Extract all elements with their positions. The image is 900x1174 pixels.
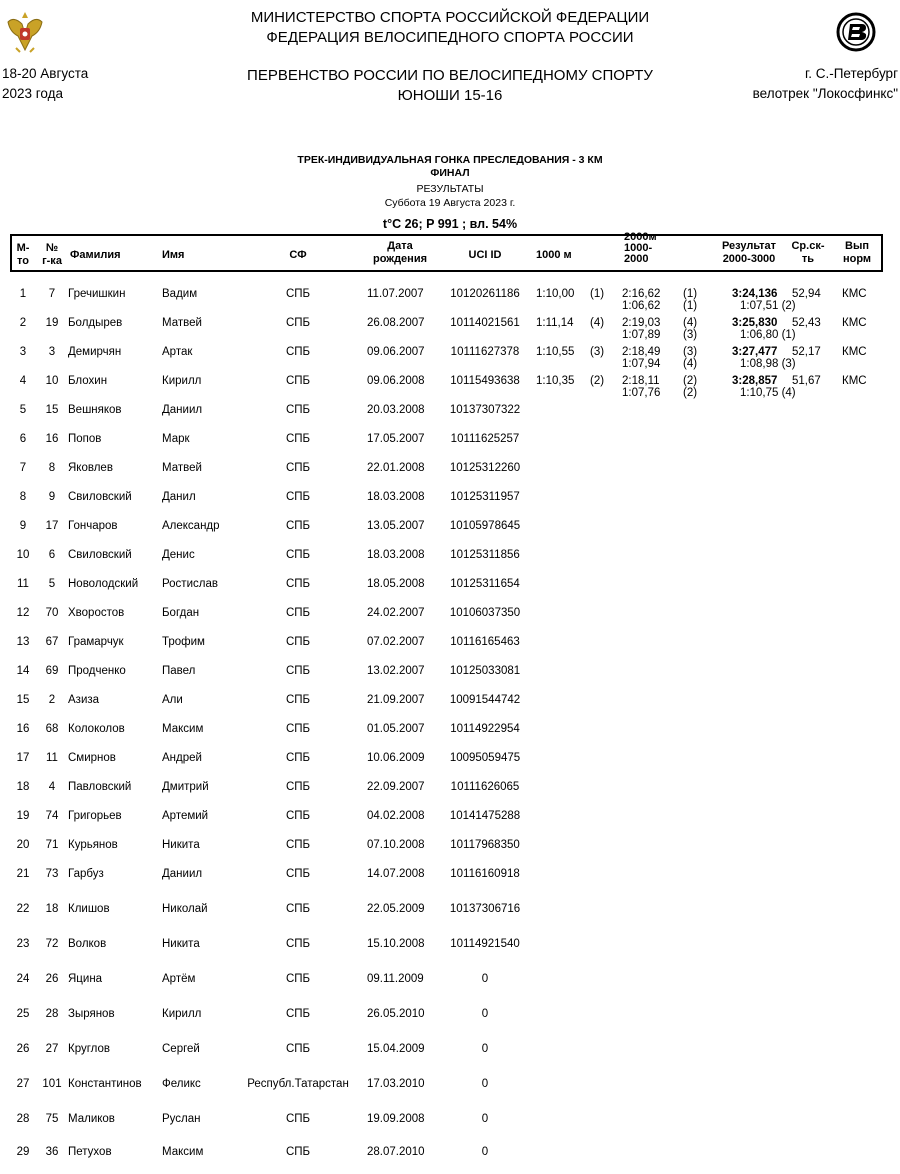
place-cell: 5: [19, 404, 27, 416]
dob-cell: 15.10.2008: [367, 938, 425, 950]
norm-cell: КМС: [842, 317, 867, 329]
dob-cell: 24.02.2007: [367, 607, 425, 619]
surname-cell: Свиловский: [68, 491, 132, 503]
region-cell: СПБ: [285, 1043, 311, 1055]
dob-cell: 11.07.2007: [367, 288, 424, 300]
uci-cell: 10111626065: [450, 781, 520, 793]
split-1000m-rank: (1): [590, 288, 605, 300]
region-cell: СПБ: [285, 839, 311, 851]
region-cell: СПБ: [285, 1113, 311, 1125]
uci-cell: 10137307322: [449, 404, 521, 416]
place-cell: 12: [16, 607, 30, 619]
name-cell: Николай: [162, 903, 208, 915]
table-row: [0, 520, 900, 548]
col-1000m: 1000 м: [536, 249, 572, 261]
table-row: [0, 694, 900, 722]
name-cell: Даниил: [162, 868, 203, 880]
table-row: [0, 491, 900, 519]
name-cell: Артём: [162, 973, 196, 985]
norm-cell: КМС: [842, 346, 867, 358]
uci-cell: 10095059475: [449, 752, 521, 764]
surname-cell: Попов: [68, 433, 102, 445]
uci-cell: 0: [481, 1078, 489, 1090]
table-row: [0, 636, 900, 664]
surname-cell: Круглов: [68, 1043, 111, 1055]
col-bib: № г-ка: [42, 242, 62, 267]
region-cell: СПБ: [285, 1146, 311, 1158]
dob-cell: 18.05.2008: [367, 578, 425, 590]
surname-cell: Болдырев: [68, 317, 123, 329]
surname-cell: Грамарчук: [68, 636, 124, 648]
name-cell: Кирилл: [162, 1008, 202, 1020]
place-cell: 27: [16, 1078, 30, 1090]
championship-title: ПЕРВЕНСТВО РОССИИ ПО ВЕЛОСИПЕДНОМУ СПОРТУ: [247, 67, 653, 84]
name-cell: Марк: [162, 433, 190, 445]
dob-cell: 09.06.2008: [367, 375, 425, 387]
place-cell: 11: [17, 578, 29, 590]
bib-cell: 5: [48, 578, 56, 590]
place-cell: 24: [16, 973, 30, 985]
surname-cell: Вешняков: [68, 404, 122, 416]
uci-cell: 10114922954: [450, 723, 520, 735]
region-cell: СПБ: [285, 433, 311, 445]
place-cell: 15: [16, 694, 30, 706]
surname-cell: Григорьев: [68, 810, 122, 822]
table-row: [0, 1146, 900, 1174]
surname-cell: Новолодский: [68, 578, 139, 590]
table-row: [0, 781, 900, 809]
uci-cell: 0: [481, 1008, 489, 1020]
table-row: [0, 1008, 900, 1036]
region-cell: СПБ: [285, 549, 311, 561]
region-cell: СПБ: [285, 375, 311, 387]
dob-cell: 13.05.2007: [367, 520, 425, 532]
dob-cell: 19.09.2008: [367, 1113, 425, 1125]
event-venue: велотрек "Локосфинкс": [752, 86, 898, 101]
uci-cell: 0: [481, 973, 489, 985]
table-row: [0, 903, 900, 931]
place-cell: 28: [16, 1113, 30, 1125]
surname-cell: Петухов: [68, 1146, 112, 1158]
place-cell: 13: [16, 636, 30, 648]
speed-cell: 51,67: [792, 375, 821, 387]
bib-cell: 11: [46, 752, 58, 764]
table-row: [0, 607, 900, 635]
region-cell: СПБ: [285, 636, 311, 648]
table-row: [0, 433, 900, 461]
region-cell: СПБ: [285, 938, 311, 950]
dob-cell: 17.03.2010: [367, 1078, 425, 1090]
surname-cell: Колоколов: [68, 723, 125, 735]
place-cell: 18: [16, 781, 30, 793]
result-cell: 3:28,857 1:10,75 (4): [732, 375, 796, 399]
uci-cell: 0: [481, 1146, 489, 1158]
surname-cell: Гречишкин: [68, 288, 126, 300]
name-cell: Вадим: [162, 288, 198, 300]
dob-cell: 10.06.2009: [367, 752, 425, 764]
surname-cell: Демирчян: [68, 346, 122, 358]
dob-cell: 28.07.2010: [367, 1146, 425, 1158]
place-cell: 22: [16, 903, 30, 915]
place-cell: 20: [16, 839, 30, 851]
bib-cell: 69: [45, 665, 59, 677]
norm-cell: КМС: [842, 375, 867, 387]
place-cell: 29: [16, 1146, 30, 1158]
norm-cell: КМС: [842, 288, 867, 300]
split-1000m-rank: (2): [590, 375, 605, 387]
col-name: Имя: [162, 249, 185, 261]
col-result: Результат 2000-3000: [721, 240, 777, 265]
bib-cell: 36: [45, 1146, 59, 1158]
results-label: РЕЗУЛЬТАТЫ: [416, 183, 484, 195]
table-row: [0, 868, 900, 896]
ministry-title: МИНИСТЕРСТВО СПОРТА РОССИЙСКОЙ ФЕДЕРАЦИИ: [250, 9, 650, 26]
region-cell: СПБ: [285, 752, 311, 764]
region-cell: СПБ: [285, 781, 311, 793]
bib-cell: 4: [48, 781, 56, 793]
bib-cell: 3: [48, 346, 56, 358]
federation-title: ФЕДЕРАЦИЯ ВЕЛОСИПЕДНОГО СПОРТА РОССИИ: [266, 29, 634, 46]
bib-cell: 16: [45, 433, 59, 445]
bib-cell: 28: [45, 1008, 59, 1020]
uci-cell: 10141475288: [449, 810, 521, 822]
name-cell: Денис: [162, 549, 195, 561]
dob-cell: 18.03.2008: [367, 549, 425, 561]
region-cell: СПБ: [285, 973, 311, 985]
speed-cell: 52,94: [792, 288, 821, 300]
split-1000m-cell: 1:10,55: [536, 346, 575, 358]
bib-cell: 74: [45, 810, 59, 822]
weather-conditions: t°C 26; P 991 ; вл. 54%: [382, 217, 518, 231]
uci-cell: 10115493638: [450, 375, 520, 387]
uci-cell: 10125311957: [450, 491, 520, 503]
dob-cell: 04.02.2008: [367, 810, 425, 822]
bib-cell: 73: [45, 868, 59, 880]
region-cell: СПБ: [285, 665, 311, 677]
surname-cell: Константинов: [68, 1078, 142, 1090]
uci-cell: 10105978645: [449, 520, 521, 532]
place-cell: 23: [16, 938, 30, 950]
table-row: [0, 810, 900, 838]
result-cell: 3:25,830 1:06,80 (1): [732, 317, 796, 341]
speed-cell: 52,43: [792, 317, 821, 329]
result-cell: 3:24,136 1:07,51 (2): [732, 288, 796, 312]
surname-cell: Смирнов: [68, 752, 116, 764]
table-row: [0, 549, 900, 577]
dob-cell: 22.09.2007: [367, 781, 425, 793]
name-cell: Андрей: [162, 752, 202, 764]
surname-cell: Маликов: [68, 1113, 115, 1125]
event-date: Суббота 19 Августа 2023 г.: [384, 197, 516, 209]
uci-cell: 10116165463: [450, 636, 520, 648]
bib-cell: 9: [48, 491, 56, 503]
name-cell: Богдан: [162, 607, 200, 619]
dob-cell: 13.02.2007: [367, 665, 425, 677]
region-cell: СПБ: [285, 520, 311, 532]
uci-cell: 10125312260: [449, 462, 521, 474]
name-cell: Али: [162, 694, 183, 706]
table-row: [0, 723, 900, 751]
name-cell: Никита: [162, 839, 200, 851]
name-cell: Матвей: [162, 317, 202, 329]
uci-cell: 10125311654: [450, 578, 520, 590]
bib-cell: 15: [45, 404, 59, 416]
split-2000m-cell: 2:18,49 1:07,94: [622, 346, 661, 370]
name-cell: Дмитрий: [162, 781, 209, 793]
dob-cell: 01.05.2007: [367, 723, 425, 735]
event-dates: 18-20 Августа: [2, 66, 89, 81]
col-speed: Ср.ск- ть: [791, 240, 825, 265]
table-row: [0, 665, 900, 693]
dob-cell: 09.11.2009: [367, 973, 424, 985]
split-1000m-rank: (4): [590, 317, 605, 329]
bib-cell: 72: [45, 938, 59, 950]
surname-cell: Гончаров: [68, 520, 118, 532]
bib-cell: 75: [45, 1113, 59, 1125]
surname-cell: Блохин: [68, 375, 108, 387]
uci-cell: 10117968350: [450, 839, 520, 851]
dob-cell: 15.04.2009: [367, 1043, 425, 1055]
category-title: ЮНОШИ 15-16: [397, 87, 503, 104]
name-cell: Данил: [162, 491, 196, 503]
event-city: г. С.-Петербург: [804, 66, 898, 81]
dob-cell: 26.05.2010: [367, 1008, 425, 1020]
split-2000m-rank: (4) (3): [683, 317, 698, 341]
dob-cell: 07.02.2007: [367, 636, 425, 648]
table-header: [10, 231, 883, 272]
region-cell: СПБ: [285, 694, 311, 706]
surname-cell: Хворостов: [68, 607, 125, 619]
col-region: СФ: [289, 249, 307, 261]
place-cell: 1: [19, 288, 27, 300]
cycling-federation-logo-icon: [836, 12, 876, 52]
region-cell: СПБ: [285, 346, 311, 358]
surname-cell: Яковлев: [68, 462, 113, 474]
place-cell: 16: [16, 723, 30, 735]
place-cell: 26: [16, 1043, 30, 1055]
name-cell: Максим: [162, 723, 204, 735]
name-cell: Сергей: [162, 1043, 200, 1055]
region-cell: СПБ: [285, 723, 311, 735]
uci-cell: 10125033081: [449, 665, 521, 677]
dob-cell: 22.01.2008: [367, 462, 425, 474]
place-cell: 17: [16, 752, 30, 764]
table-row: [0, 288, 900, 316]
place-cell: 3: [19, 346, 27, 358]
dob-cell: 18.03.2008: [367, 491, 425, 503]
bib-cell: 2: [48, 694, 56, 706]
split-2000m-cell: 2:19,03 1:07,89: [622, 317, 661, 341]
bib-cell: 10: [45, 375, 59, 387]
split-2000m-rank: (1) (1): [683, 288, 698, 312]
result-cell: 3:27,477 1:08,98 (3): [732, 346, 796, 370]
surname-cell: Курьянов: [68, 839, 118, 851]
split-1000m-cell: 1:10,00: [536, 288, 575, 300]
col-surname: Фамилия: [70, 249, 121, 261]
surname-cell: Яцина: [68, 973, 103, 985]
speed-cell: 52,17: [792, 346, 821, 358]
bib-cell: 8: [48, 462, 56, 474]
region-cell: СПБ: [285, 903, 311, 915]
surname-cell: Азиза: [68, 694, 100, 706]
surname-cell: Продченко: [68, 665, 126, 677]
place-cell: 7: [19, 462, 27, 474]
place-cell: 21: [16, 868, 30, 880]
col-uci: UCI ID: [468, 249, 502, 261]
table-row: [0, 375, 900, 403]
name-cell: Артемий: [162, 810, 209, 822]
split-1000m-cell: 1:11,14: [536, 317, 574, 329]
place-cell: 19: [16, 810, 30, 822]
split-2000m-rank: (2) (2): [683, 375, 698, 399]
dob-cell: 09.06.2007: [367, 346, 425, 358]
region-cell: СПБ: [285, 810, 311, 822]
bib-cell: 71: [45, 839, 59, 851]
region-cell: СПБ: [285, 317, 311, 329]
place-cell: 9: [19, 520, 27, 532]
dob-cell: 22.05.2009: [367, 903, 425, 915]
surname-cell: Свиловский: [68, 549, 132, 561]
name-cell: Максим: [162, 1146, 204, 1158]
region-cell: СПБ: [285, 578, 311, 590]
uci-cell: 10091544742: [449, 694, 521, 706]
name-cell: Никита: [162, 938, 200, 950]
dob-cell: 26.08.2007: [367, 317, 425, 329]
table-row: [0, 317, 900, 345]
bib-cell: 67: [45, 636, 59, 648]
surname-cell: Волков: [68, 938, 107, 950]
col-norm: Вып норм: [842, 240, 872, 265]
place-cell: 2: [19, 317, 27, 329]
dob-cell: 20.03.2008: [367, 404, 425, 416]
split-2000m-rank: (3) (4): [683, 346, 698, 370]
col-dob: Дата рождения: [372, 240, 428, 265]
uci-cell: 10106037350: [449, 607, 521, 619]
bib-cell: 26: [45, 973, 59, 985]
name-cell: Кирилл: [162, 375, 202, 387]
dob-cell: 17.05.2007: [367, 433, 425, 445]
region-cell: Республ.Татарстан: [247, 1078, 349, 1090]
uci-cell: 10114921540: [450, 938, 520, 950]
surname-cell: Клишов: [68, 903, 110, 915]
surname-cell: Гарбуз: [68, 868, 104, 880]
bib-cell: 70: [45, 607, 59, 619]
region-cell: СПБ: [285, 288, 311, 300]
event-year: 2023 года: [2, 86, 64, 101]
table-row: [0, 839, 900, 867]
table-row: [0, 1113, 900, 1141]
region-cell: СПБ: [285, 1008, 311, 1020]
name-cell: Ростислав: [162, 578, 218, 590]
name-cell: Матвей: [162, 462, 202, 474]
region-cell: СПБ: [285, 404, 311, 416]
split-1000m-cell: 1:10,35: [536, 375, 575, 387]
table-row: [0, 462, 900, 490]
region-cell: СПБ: [285, 491, 311, 503]
dob-cell: 07.10.2008: [367, 839, 425, 851]
split-2000m-cell: 2:16,62 1:06,62: [622, 288, 661, 312]
uci-cell: 10114021561: [450, 317, 520, 329]
split-2000m-cell: 2:18,11 1:07,76: [622, 375, 661, 399]
name-cell: Руслан: [162, 1113, 201, 1125]
bib-cell: 18: [45, 903, 59, 915]
name-cell: Феликс: [162, 1078, 201, 1090]
uci-cell: 0: [481, 1043, 489, 1055]
event-stage: ФИНАЛ: [430, 167, 470, 179]
uci-cell: 10137306716: [449, 903, 521, 915]
uci-cell: 0: [481, 1113, 489, 1125]
place-cell: 10: [16, 549, 30, 561]
col-2000m: 2000м 1000- 2000: [624, 231, 657, 265]
bib-cell: 101: [42, 1078, 62, 1090]
dob-cell: 21.09.2007: [367, 694, 425, 706]
place-cell: 6: [19, 433, 27, 445]
name-cell: Даниил: [162, 404, 203, 416]
place-cell: 14: [16, 665, 30, 677]
table-row: [0, 1078, 900, 1106]
bib-cell: 7: [48, 288, 56, 300]
bib-cell: 68: [45, 723, 59, 735]
region-cell: СПБ: [285, 607, 311, 619]
name-cell: Александр: [162, 520, 220, 532]
table-row: [0, 578, 900, 606]
surname-cell: Зырянов: [68, 1008, 115, 1020]
place-cell: 4: [19, 375, 27, 387]
bib-cell: 27: [45, 1043, 59, 1055]
surname-cell: Павловский: [68, 781, 132, 793]
region-cell: СПБ: [285, 462, 311, 474]
table-row: [0, 1043, 900, 1071]
table-row: [0, 938, 900, 966]
bib-cell: 6: [48, 549, 56, 561]
uci-cell: 10116160918: [450, 868, 520, 880]
bib-cell: 19: [45, 317, 59, 329]
name-cell: Трофим: [162, 636, 205, 648]
russian-eagle-emblem-icon: [4, 8, 46, 54]
uci-cell: 10111625257: [450, 433, 520, 445]
place-cell: 8: [19, 491, 27, 503]
table-row: [0, 404, 900, 432]
uci-cell: 10125311856: [450, 549, 520, 561]
name-cell: Павел: [162, 665, 196, 677]
table-row: [0, 752, 900, 780]
region-cell: СПБ: [285, 868, 311, 880]
dob-cell: 14.07.2008: [367, 868, 425, 880]
table-row: [0, 973, 900, 1001]
place-cell: 25: [16, 1008, 30, 1020]
bib-cell: 17: [45, 520, 59, 532]
uci-cell: 10120261186: [450, 288, 520, 300]
col-place: М- то: [16, 242, 30, 267]
event-title: ТРЕК-ИНДИВИДУАЛЬНАЯ ГОНКА ПРЕСЛЕДОВАНИЯ - 3 КМ: [297, 154, 603, 166]
table-row: [0, 346, 900, 374]
name-cell: Артак: [162, 346, 193, 358]
split-1000m-rank: (3): [590, 346, 605, 358]
uci-cell: 10111627378: [450, 346, 520, 358]
